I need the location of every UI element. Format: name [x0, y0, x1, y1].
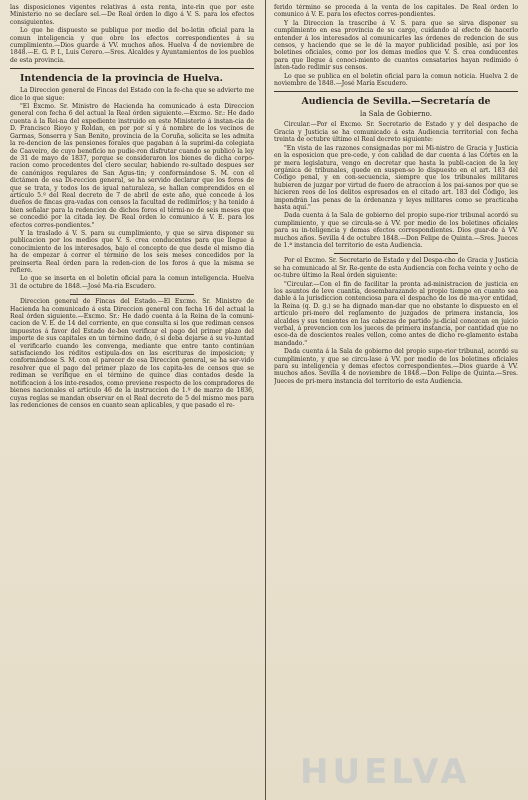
intendencia-intro: La Direccion general de Fincas del Estado con la fe-cha que se advierte me dice lo que sigue: [10, 87, 254, 102]
right-continued-paragraph: ferido término se proceda á la venta de los capitales. De Real órden lo comunico á V. E. para los efectos corres-pondientes. [274, 4, 518, 19]
audiencia-order-signature: Dada cuenta á la Sala de gobierno del propio supe-rior tribunal, acordó su cumplimiento, y que se circu-lase á VV. por medio de los boletines oficiales para su inteligencia y demas efectos correspondientes.—Dios guarde á VV. muchos años. Sevilla 4 de noviembre de 1848.—Don Felipe de Quinta.—Sres. Jueces de pri-mera instancia del territorio de esta Audiencia. [274, 348, 518, 385]
left-column [10, 4, 254, 794]
right-publication-notice: Lo que se publica en el boletin oficial para la comun noticia. Huelva 2 de noviembre de 1848.—José María Escudero. [274, 72, 518, 88]
archive-watermark: HUELVA [300, 752, 471, 792]
right-column [274, 4, 518, 794]
audiencia-circular-signature: Dada cuenta á la Sala de gobierno del propio supe-rior tribunal acordó su cumplimiento, y que se circula-se á VV. por medio de los boletines oficiales para su in-teligencia y demas efectos correspondientes. Dios guar-de á VV. muchos años. Sevilla 4 de octubre 1848.—Don Felipe de Quinta.—Sres. Jueces de 1.ª instancia del territorio de esta Audiencia. [274, 212, 518, 249]
intendencia-royal-order: "El Excmo. Sr. Ministro de Hacienda ha comunicado á esta Direccion general con fecha 6 del actual la Real órden siguiente.—Excmo. Sr.: He dado cuenta á la Rei-na del expediente instruido en este Ministerio á instan-cia de D. Francisco Rioyo y Roldan, en por por sí y á nombre de los vecinos de Garmas, Sonserra y San Benito, provincia de la Coruña, solicita se les admita la re-dencion de las pensiones forales que pagaban á la suprimi-da colegiata de Caaveiro, de cuyo beneficio no pudie-ron disfrutar cuando se publicó la ley de 31 de mayo de 1837, porque se consideraron los bienes de dicha corpo-racion como procedentes del clero secular, habiendo re-sultado despues ser de canónigos regulares de San Agus-tin; y conformándose S. M. con el dictámen de esa Di-reccion general, se ha servido declarar que los foros de que se trata, y todos los de igual naturaleza, se hallan comprendidos en el artículo 5.º del Real decreto de 7 de abril de este año, que concede á los dueños de fincas gra-vadas con censos la facultad de redimirlos; y ha tenido á bien señalar para la redencion de dichos foros el térmi-no de seis meses que se concedió por la citada ley. De Real órden lo comunico á V. E. para los efectos corres-pondientes." [10, 103, 254, 229]
intendencia-signature: Lo que se inserta en el boletin oficial para la comun inteligencia. Huelva 31 de octubre de 1848.—José Ma-ria Escudero. [10, 275, 254, 290]
section-rule [10, 68, 254, 69]
item-rule [334, 253, 458, 254]
left-continued-paragraph: las disposiciones vigentes relativas á esta renta, inte-rin que por este Ministerio no se declare sel.—De Real órden lo digo á V. S. para los efectos consiguientes. [10, 4, 254, 26]
audiencia-royal-decree: "En vista de las razones consignadas por mi Mi-nistro de Gracia y Justicia en la esposicion que pre-cede, y con calidad de dar cuenta á las Córtes en la pr mera legislatura, vengo en decretar que hasta la publi-cacion de la ley orgánica de tribunales, quede en suspen-so lo dispuesto en el art. 183 del Código penal, y en con-secuencia, siempre que los tribunales militares hubieren de juzgar por virtud de fuero de atraccion á los pai-sanos por que se hicieren reos de los delitos espresados en el citado art. 183 del Código, les impondrán las penas de la órdenanza y leyes militares como se practicaba hasta aquí." [274, 144, 518, 211]
audiencia-order-intro: Por el Excmo. Sr. Secretario de Estado y del Despa-cho de Gracia y Justicia se ha comunicado al Sr. Re-gente de esta Audiencia con fecha veinte y ocho de oc-tubre último la Real órden siguiente: [274, 257, 518, 280]
audiencia-circular-intro: Circular.—Por el Excmo. Sr. Secretario de Estado y y del despacho de Gracia y Justicia se ha comunicado á esta Audiencia territorial con fecha treinta de octubre último el Real decreto siguiente: [274, 121, 518, 144]
section-heading-intendencia: Intendencia de la provincia de Huelva. [20, 73, 223, 85]
section-heading-audiencia: Audiencia de Sevilla.—Secretaría de [301, 96, 491, 108]
direccion-fincas-order: Direccion general de Fincas del Estado.—El Excmo. Sr. Ministro de Hacienda ha comunicado á esta Direccion general con fecha 16 del actual la Real órden siguiente.—Excmo. Sr.: He dado cuenta á la Reina de la comuni-cacion de V. E. de 14 del corriente, en que consulta si los que rediman censos impuestos á favor del Estado de-ben verificar el pago del primer plazo del importe de sus capitales en un término dado, ó si deba dejarse á su vo-luntad el verificarlo cuando les convenga, mediante que entre tanto continúan satisfaciendo los réditos estipula-dos en las escrituras de imposicion; y conformándose S. M. con el parecer de esa Direccion general, se ha ser-vido resolver que el pago del primer plazo de los capita-les de censos que se rediman se verifique en el término de quince dias contados desde la notificacion á los inte-resados, como previene respecto de los compradores de bienes nacionales el artículo 46 de la instruccion de 1.º de marzo de 1836, cuyas reglas se mandan observar en el Real decreto de 5 del mismo mes para las redenciones de censos en cuanto sean aplicables, y que pasado el re- [10, 298, 254, 409]
column-divider [265, 0, 266, 800]
intendencia-transfer: Y la traslado á V. S. para su cumplimiento, y que se sirva disponer su publicacion por los medios que V. S. crea conducentes para que llegue á conocimiento de los interesados, bajo el concepto de que desde el mismo dia ha de empezar á correr el término de los seis meses concedidos por la preinserta Real órden para la reden-cion de los foros á que la misma se refiere. [10, 229, 254, 274]
audiencia-circular-order: "Circular.—Con el fin de facilitar la pronta ad-ministracion de justicia en los asuntos de leve cuantía, desembarazando al propio tiempo en cuanto sea dable á la jurisdiccion contenciosa para el despacho de los de ma-yor entidad, la Reina (q. D. g.) se ha dignado man-dar que no obstante lo dispuesto en el artículo pri-mero del reglamento de juzgados de primera instancia, los alcaldes y sus tenientes en las cabezas de partido ju-dicial conozcan en juicio verbal, á prevencion con los jueces de primera instancia, por cantidad que no esce-da de doscientos reales vellon, como antes de dicho re-glamento estaba mandado." [274, 280, 518, 347]
right-direccion-transfer: Y la Direccion la trascribe á V. S. para que se sirva disponer su cumplimiento en esa provincia de su cargo, cuidando al efecto de hacerlo entender á los interesados al comunicarles las órdenes de redencion de sus censos, y haciendo que se le dé la mayor publicidad posible, así por los boletines oficiales, como por los demas medios que V. S. crea conducentes para que llegue á conoci-miento de cuantos censatarios hayan redimido ó inten-tado redimir sus censos. [274, 19, 518, 72]
left-publication-notice: Lo que he dispuesto se publique por medio del bo-letin oficial para la comun inteligencia y que obre los efectos correspondientes á su cumplimiento.—Dios guarde á VV. muchos años. Huelva 4 de noviembre de 1848.—E. G. P. I., Luis Cerero.—Sres. Alcaldes y Ayuntamientos de los pueblos de esta provincia. [10, 27, 254, 64]
section-subheading: la Sala de Gobierno. [360, 110, 432, 119]
item-rule [70, 294, 194, 295]
section-rule [274, 91, 518, 92]
